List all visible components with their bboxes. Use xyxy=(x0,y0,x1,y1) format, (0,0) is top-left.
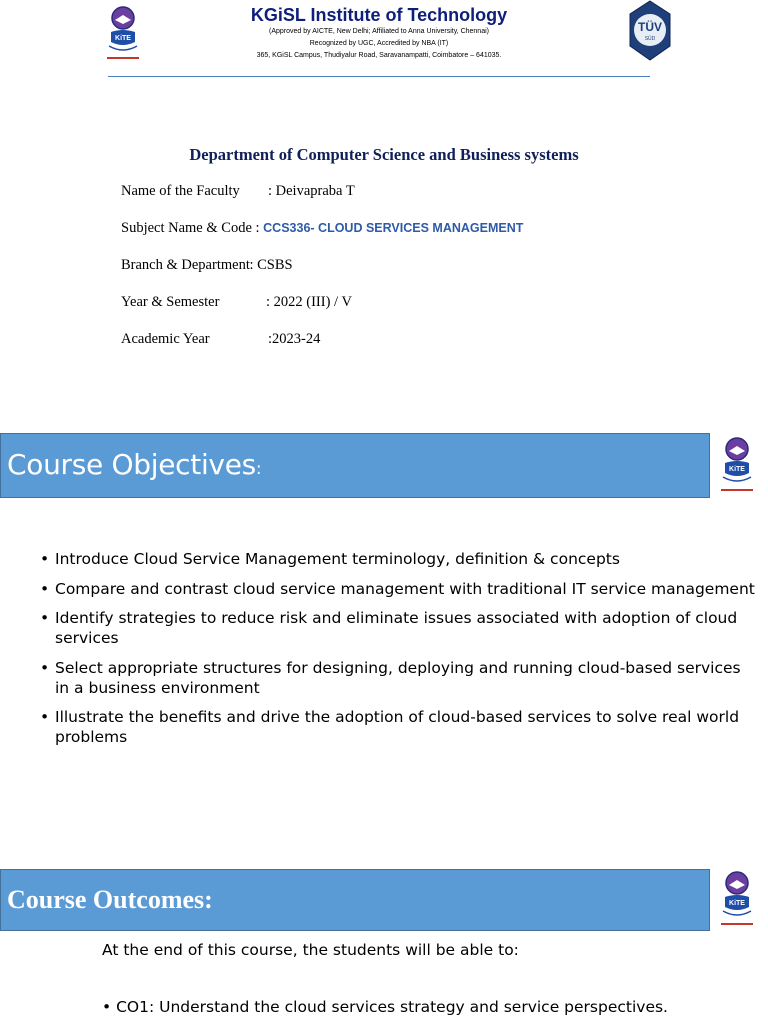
list-item xyxy=(40,658,755,698)
year-row xyxy=(121,294,352,311)
tuv-text: TÜV xyxy=(638,20,662,34)
academic-year-value: :2023-24 xyxy=(268,331,321,347)
course-outcomes-title: Course Outcomes: xyxy=(7,885,213,914)
year-label: Year & Semester xyxy=(121,294,220,310)
list-item xyxy=(40,579,755,599)
objective-text: Compare and contrast cloud service management with traditional IT service management xyxy=(55,579,755,598)
kite-logo-text: KiTE xyxy=(729,900,745,907)
header-divider xyxy=(108,76,650,77)
bullet-icon: • xyxy=(102,998,117,1016)
kite-shield-logo xyxy=(716,869,758,929)
faculty-value: : Deivapraba T xyxy=(268,183,355,199)
kite-logo-text: KiTE xyxy=(115,35,131,42)
branch-value: : CSBS xyxy=(249,257,293,273)
outcome-text: CO1: Understand the cloud services strategy and service perspectives. xyxy=(116,998,668,1016)
objective-text: Identify strategies to reduce risk and eliminate issues associated with adoption of cloud services xyxy=(55,609,738,647)
kite-shield-logo xyxy=(716,435,758,495)
institute-recognition: Recognized by UGC, Accredited by NBA (IT) xyxy=(309,40,449,47)
objective-text: Introduce Cloud Service Management terminology, definition & concepts xyxy=(55,550,620,568)
course-outcomes-banner xyxy=(0,869,710,931)
academic-year-label: Academic Year xyxy=(121,331,210,347)
course-objectives-banner xyxy=(0,433,710,498)
objectives-list xyxy=(40,549,755,757)
objectives-title-text: Course Objectives xyxy=(7,448,256,481)
subject-code: CCS336 xyxy=(263,221,311,235)
year-value: : 2022 (III) / V xyxy=(266,294,352,310)
list-item xyxy=(40,549,755,569)
branch-row xyxy=(121,257,293,274)
objective-text: Select appropriate structures for designing, deploying and running cloud-based services in a business environment xyxy=(55,658,741,697)
subject-row xyxy=(121,220,523,237)
tuv-sud-logo xyxy=(626,0,674,62)
bullet-icon: • xyxy=(40,609,50,627)
bullet-icon: • xyxy=(40,708,50,726)
academic-year-row xyxy=(121,331,321,348)
subject-label: Subject Name & Code : xyxy=(121,220,260,236)
branch-label: Branch & Department xyxy=(121,257,250,273)
bullet-icon: • xyxy=(40,579,50,598)
institute-title: KGiSL Institute of Technology xyxy=(250,5,508,25)
department-title: Department of Computer Science and Business systems xyxy=(189,145,579,164)
sud-text: SÜD xyxy=(644,36,656,42)
course-objectives-title xyxy=(7,448,261,481)
bullet-icon: • xyxy=(40,550,50,568)
institute-header xyxy=(0,0,768,80)
subject-name: - CLOUD SERVICES MANAGEMENT xyxy=(310,221,524,235)
outcome-item xyxy=(102,998,668,1016)
faculty-label: Name of the Faculty xyxy=(121,183,240,199)
objectives-title-colon: : xyxy=(255,459,262,479)
institute-approval: (Approved by AICTE, New Delhi; Affiliated to Anna University, Chennai) xyxy=(269,28,489,35)
objective-text: Illustrate the benefits and drive the adoption of cloud-based services to solve real world problems xyxy=(55,708,740,746)
bullet-icon: • xyxy=(40,658,50,677)
outcomes-intro: At the end of this course, the students will be able to: xyxy=(102,941,519,959)
kite-logo-text: KiTE xyxy=(729,466,745,473)
faculty-row xyxy=(121,183,355,200)
institute-address: 365, KGiSL Campus, Thudiyalur Road, Saravanampatti, Coimbatore – 641035. xyxy=(256,52,502,59)
list-item xyxy=(40,608,755,648)
list-item xyxy=(40,707,755,747)
